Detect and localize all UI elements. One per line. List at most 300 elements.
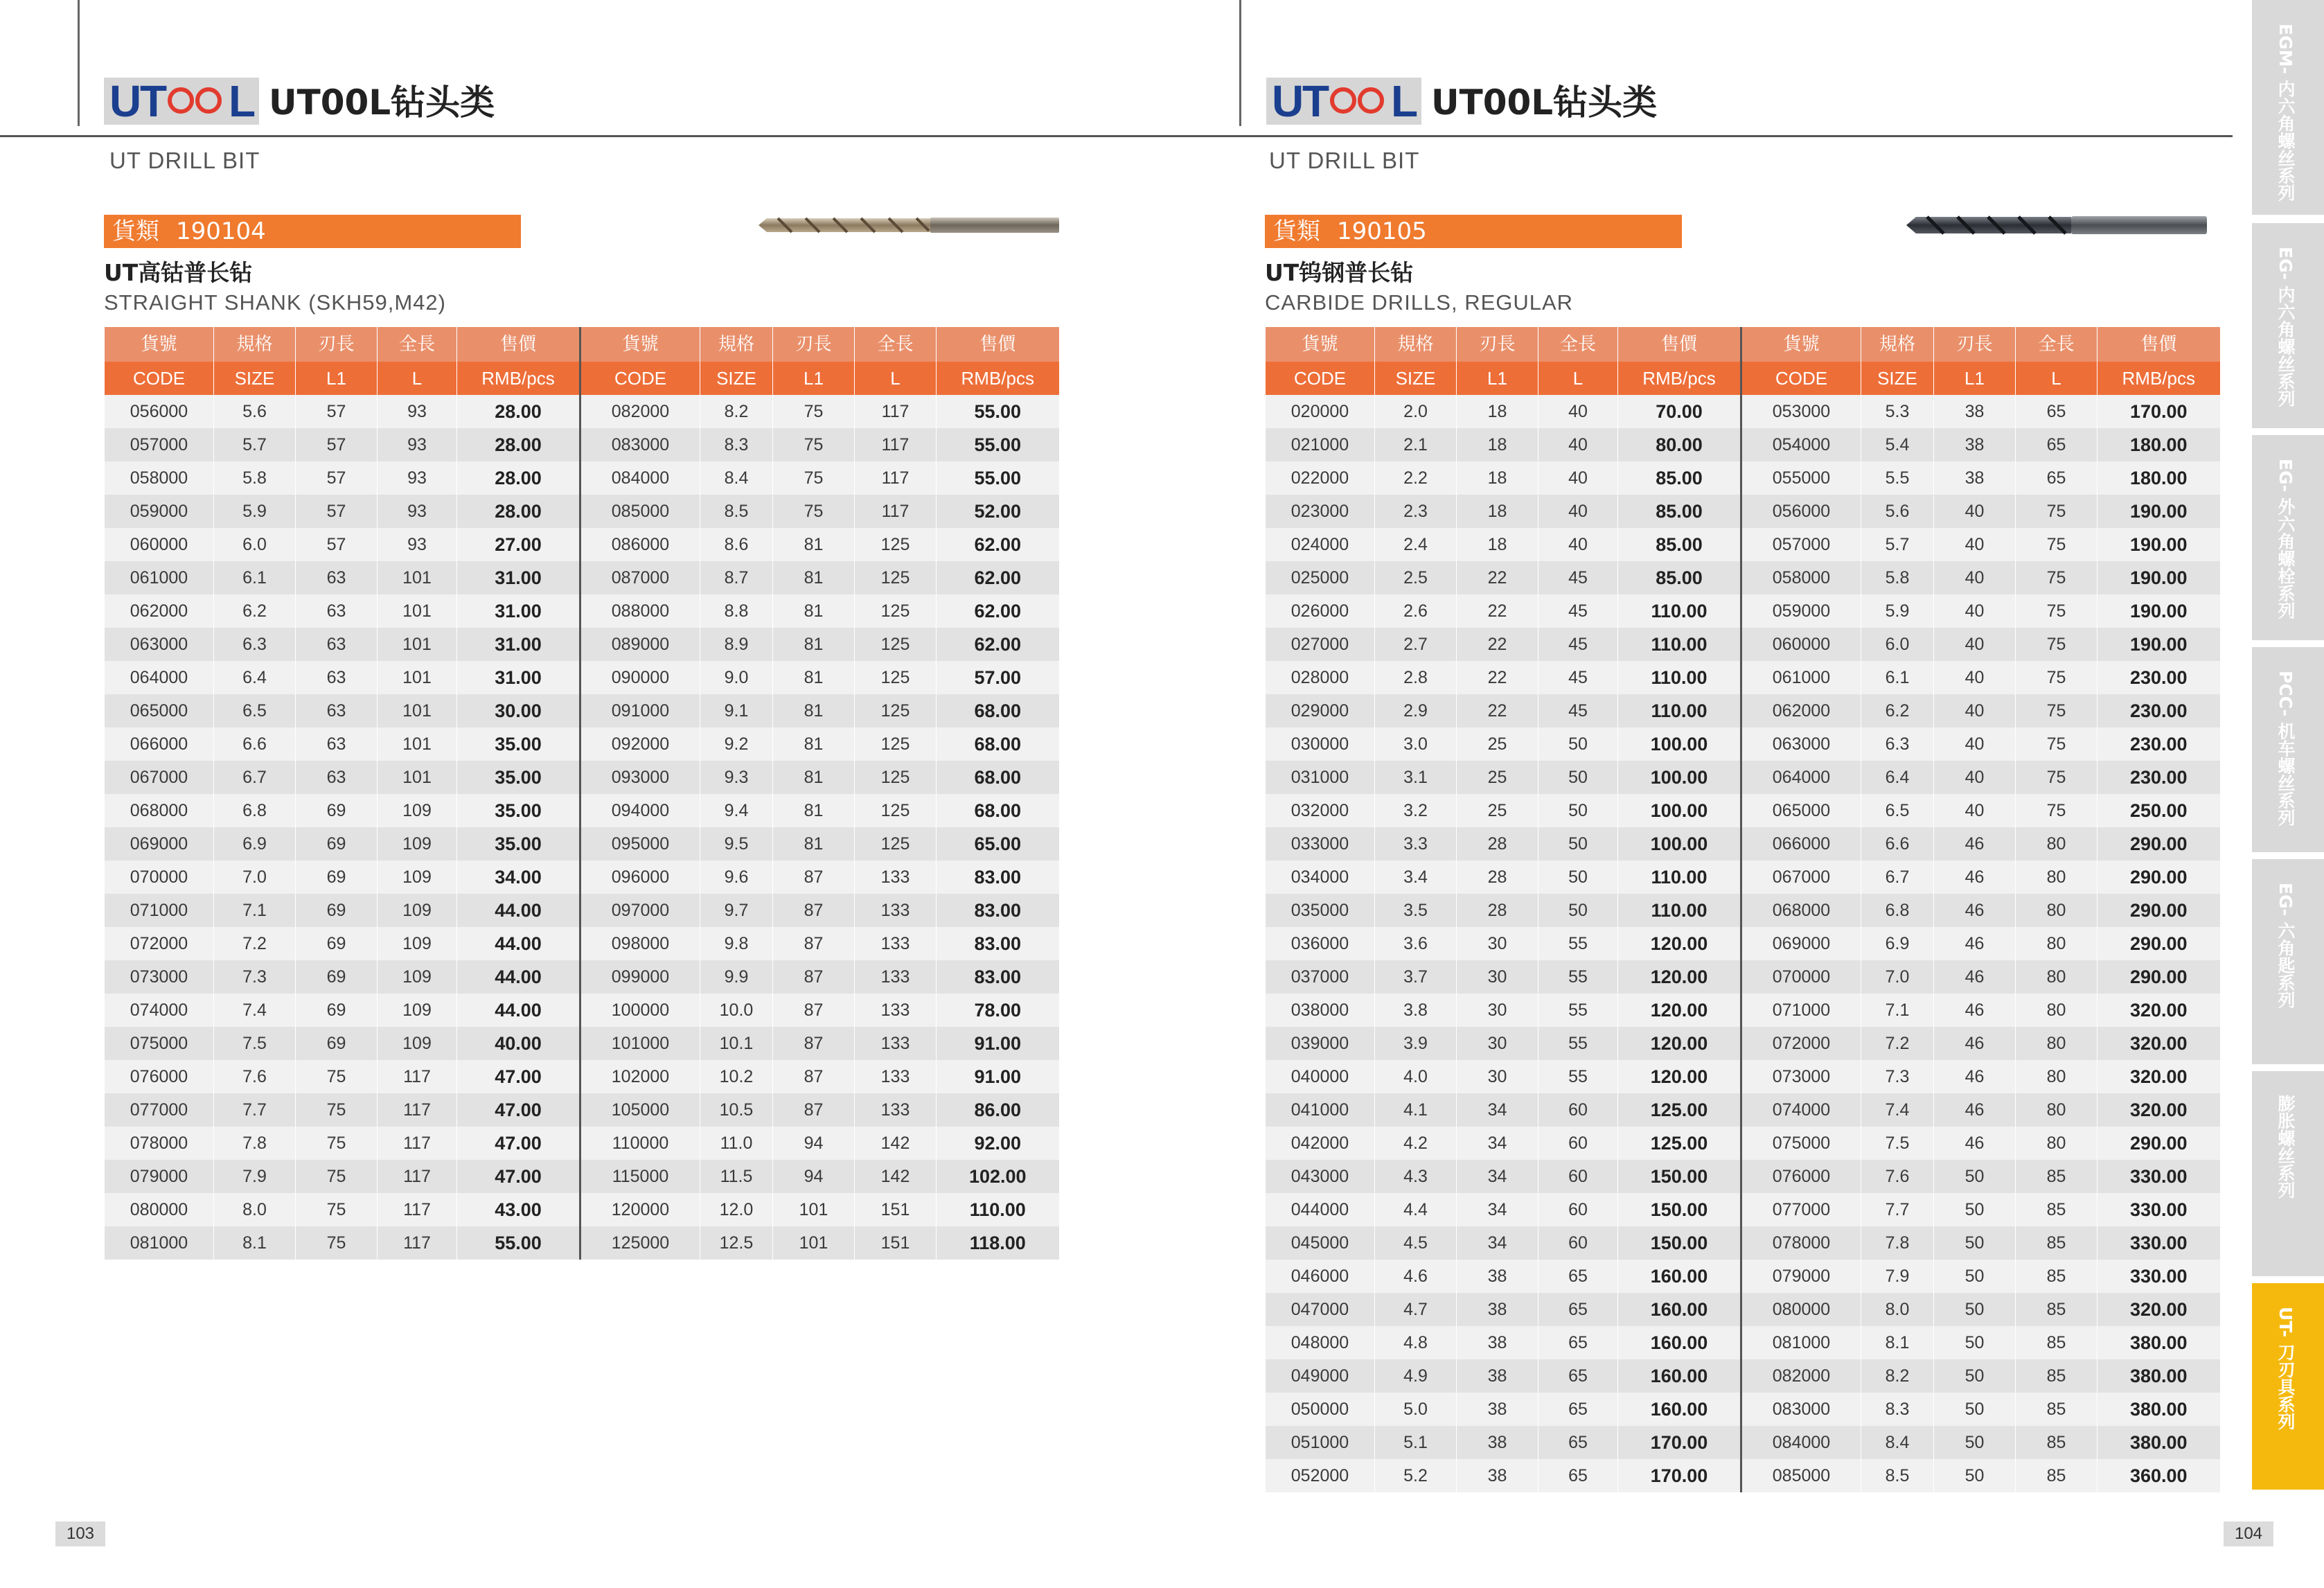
cell-price: 180.00 <box>2097 428 2220 461</box>
cell-size: 7.5 <box>214 1027 296 1060</box>
table-row <box>105 927 1059 960</box>
cell-price: 44.00 <box>457 994 580 1027</box>
cell-l: 117 <box>378 1060 457 1093</box>
cell-size: 6.2 <box>1861 694 1934 727</box>
cell-code: 083000 <box>1741 1393 1861 1426</box>
cell-size: 8.9 <box>700 628 773 661</box>
price-table <box>104 327 1059 1260</box>
cell-l1: 40 <box>1934 495 2016 528</box>
cell-size: 6.5 <box>1861 794 1934 827</box>
section-tab-label: 膨胀螺丝系列 <box>2276 1095 2296 1199</box>
cell-code: 066000 <box>1741 827 1861 861</box>
cell-price: 110.00 <box>1618 861 1741 894</box>
cell-price: 91.00 <box>937 1027 1059 1060</box>
cell-l: 45 <box>1538 594 1618 628</box>
cell-l: 40 <box>1538 428 1618 461</box>
cell-code: 073000 <box>1741 1060 1861 1093</box>
cell-l1: 87 <box>773 960 855 994</box>
table-row <box>1266 428 2220 461</box>
cell-l: L <box>855 362 937 395</box>
cell-l: 85 <box>2016 1193 2097 1226</box>
cell-size: 5.7 <box>1861 528 1934 561</box>
table-row <box>105 461 1059 495</box>
cell-size: 5.1 <box>1375 1426 1457 1459</box>
cell-l: 75 <box>2016 661 2097 694</box>
cell-l: 75 <box>2016 528 2097 561</box>
cell-l: 133 <box>855 1093 937 1127</box>
cell-price: 47.00 <box>457 1160 580 1193</box>
cell-price: 100.00 <box>1618 827 1741 861</box>
cell-l1: 40 <box>1934 594 2016 628</box>
cell-code: 059000 <box>1741 594 1861 628</box>
cell-l: 80 <box>2016 894 2097 927</box>
section-tab[interactable] <box>2252 859 2324 1064</box>
cell-l: 55 <box>1538 994 1618 1027</box>
cell-code: 058000 <box>105 461 214 495</box>
cell-l: 全長 <box>2016 327 2097 362</box>
cell-price: 110.00 <box>937 1193 1059 1226</box>
section-tab[interactable] <box>2252 1071 2324 1276</box>
cell-price: 34.00 <box>457 861 580 894</box>
cell-size: 3.4 <box>1375 861 1457 894</box>
table-row <box>1266 1060 2220 1093</box>
cell-size: 2.1 <box>1375 428 1457 461</box>
table-row <box>1266 727 2220 761</box>
cell-l: 80 <box>2016 1127 2097 1160</box>
table-row <box>105 960 1059 994</box>
table-row <box>1266 561 2220 594</box>
cell-l1: 50 <box>1934 1359 2016 1393</box>
cell-price: 330.00 <box>2097 1226 2220 1260</box>
cell-size: 3.3 <box>1375 827 1457 861</box>
cell-l1: 50 <box>1934 1393 2016 1426</box>
cell-l: 55 <box>1538 927 1618 960</box>
cell-price: 31.00 <box>457 594 580 628</box>
cell-code: 077000 <box>105 1093 214 1127</box>
cell-l: 85 <box>2016 1426 2097 1459</box>
cell-size: 8.4 <box>1861 1426 1934 1459</box>
cell-l1: L1 <box>1934 362 2016 395</box>
cell-size: 7.7 <box>214 1093 296 1127</box>
cell-code: 025000 <box>1266 561 1375 594</box>
cell-code: 056000 <box>1741 495 1861 528</box>
cell-code: 062000 <box>1741 694 1861 727</box>
cell-price: 91.00 <box>937 1060 1059 1093</box>
section-tab[interactable] <box>2252 0 2324 215</box>
header-rule <box>1239 135 2233 137</box>
cell-l: 133 <box>855 1027 937 1060</box>
cell-price: 55.00 <box>937 461 1059 495</box>
cell-size: 9.2 <box>700 727 773 761</box>
cell-price: 190.00 <box>2097 528 2220 561</box>
cell-code: 貨號 <box>1741 327 1861 362</box>
cell-l1: 50 <box>1934 1226 2016 1260</box>
table-row <box>1266 1260 2220 1293</box>
cell-l1: 18 <box>1457 461 1538 495</box>
header-row-en <box>1266 362 2220 395</box>
cell-code: 088000 <box>580 594 700 628</box>
cell-price: RMB/pcs <box>1618 362 1741 395</box>
cell-l: 65 <box>1538 1326 1618 1359</box>
cell-l1: 69 <box>296 861 378 894</box>
cell-price: 320.00 <box>2097 1093 2220 1127</box>
cell-code: 064000 <box>1741 761 1861 794</box>
cell-size: 7.8 <box>214 1127 296 1160</box>
cell-code: 099000 <box>580 960 700 994</box>
cell-l1: 57 <box>296 395 378 428</box>
drill-bit-image <box>757 208 1062 242</box>
cell-code: 032000 <box>1266 794 1375 827</box>
cell-l1: L1 <box>296 362 378 395</box>
category-bar <box>1265 215 1682 248</box>
cell-code: 070000 <box>1741 960 1861 994</box>
cell-size: 5.5 <box>1861 461 1934 495</box>
cell-price: 52.00 <box>937 495 1059 528</box>
cell-price: 83.00 <box>937 894 1059 927</box>
cell-size: 2.4 <box>1375 528 1457 561</box>
cell-code: 094000 <box>580 794 700 827</box>
cell-price: 86.00 <box>937 1093 1059 1127</box>
cell-price: 170.00 <box>1618 1459 1741 1492</box>
cell-code: 044000 <box>1266 1193 1375 1226</box>
cell-size: 8.1 <box>1861 1326 1934 1359</box>
cell-l: 60 <box>1538 1226 1618 1260</box>
table-row <box>1266 1359 2220 1393</box>
cell-price: 80.00 <box>1618 428 1741 461</box>
cell-code: 093000 <box>580 761 700 794</box>
cell-l1: 57 <box>296 528 378 561</box>
cell-size: 6.9 <box>1861 927 1934 960</box>
cell-code: 084000 <box>580 461 700 495</box>
cell-size: 9.9 <box>700 960 773 994</box>
cell-price: 68.00 <box>937 761 1059 794</box>
cell-l1: 38 <box>1457 1459 1538 1492</box>
cell-code: 071000 <box>1741 994 1861 1027</box>
cell-l1: 75 <box>773 395 855 428</box>
cell-l1: 28 <box>1457 861 1538 894</box>
cell-price: 190.00 <box>2097 628 2220 661</box>
cell-l: 117 <box>378 1160 457 1193</box>
cell-size: 12.0 <box>700 1193 773 1226</box>
cell-l1: 69 <box>296 927 378 960</box>
cell-l1: 81 <box>773 628 855 661</box>
cell-l1: 94 <box>773 1127 855 1160</box>
cell-price: 190.00 <box>2097 594 2220 628</box>
cell-size: 8.5 <box>700 495 773 528</box>
cell-code: 027000 <box>1266 628 1375 661</box>
cell-price: 150.00 <box>1618 1193 1741 1226</box>
cell-code: 054000 <box>1741 428 1861 461</box>
cell-size: 5.6 <box>1861 495 1934 528</box>
table-row <box>1266 495 2220 528</box>
table-row <box>1266 1160 2220 1193</box>
cell-size: 8.5 <box>1861 1459 1934 1492</box>
cell-l1: 50 <box>1934 1260 2016 1293</box>
section-tab-label: EG- 六角匙系列 <box>2276 883 2296 1009</box>
cell-price: 62.00 <box>937 528 1059 561</box>
cell-l: 85 <box>2016 1393 2097 1426</box>
cell-l: 133 <box>855 1060 937 1093</box>
cell-size: 3.6 <box>1375 927 1457 960</box>
cell-size: 8.1 <box>214 1226 296 1260</box>
cell-l: 142 <box>855 1127 937 1160</box>
cell-code: 050000 <box>1266 1393 1375 1426</box>
cell-l: 80 <box>2016 960 2097 994</box>
cell-price: 180.00 <box>2097 461 2220 495</box>
cell-l1: 46 <box>1934 960 2016 994</box>
table-row <box>1266 960 2220 994</box>
cell-l1: 40 <box>1934 761 2016 794</box>
cell-size: 5.4 <box>1861 428 1934 461</box>
table-row <box>1266 1127 2220 1160</box>
cell-l: 151 <box>855 1193 937 1226</box>
cell-code: 057000 <box>105 428 214 461</box>
cell-l1: 28 <box>1457 827 1538 861</box>
cell-price: 160.00 <box>1618 1326 1741 1359</box>
cell-size: 6.4 <box>214 661 296 694</box>
cell-l1: 63 <box>296 727 378 761</box>
cell-l: 65 <box>1538 1393 1618 1426</box>
cell-l1: 81 <box>773 661 855 694</box>
cell-l: 109 <box>378 927 457 960</box>
cell-price: 110.00 <box>1618 628 1741 661</box>
cell-price: 160.00 <box>1618 1393 1741 1426</box>
cell-size: 3.7 <box>1375 960 1457 994</box>
cell-code: 083000 <box>580 428 700 461</box>
cell-code: 075000 <box>1741 1127 1861 1160</box>
cell-code: 045000 <box>1266 1226 1375 1260</box>
product-description: STRAIGHT SHANK (SKH59,M42) <box>104 290 446 315</box>
cell-size: 6.2 <box>214 594 296 628</box>
cell-l1: 刃長 <box>773 327 855 362</box>
cell-l1: 87 <box>773 994 855 1027</box>
table-row <box>105 594 1059 628</box>
cell-code: 069000 <box>1741 927 1861 960</box>
table-row <box>105 827 1059 861</box>
cell-price: 44.00 <box>457 927 580 960</box>
cell-l1: 46 <box>1934 1127 2016 1160</box>
cell-code: 076000 <box>105 1060 214 1093</box>
cell-size: 7.4 <box>1861 1093 1934 1127</box>
table-row <box>1266 1293 2220 1326</box>
cell-l1: 38 <box>1934 428 2016 461</box>
cell-l: 65 <box>1538 1459 1618 1492</box>
table-row <box>105 994 1059 1027</box>
cell-price: 35.00 <box>457 827 580 861</box>
cell-code: 028000 <box>1266 661 1375 694</box>
cell-size: 6.1 <box>214 561 296 594</box>
cell-size: 3.1 <box>1375 761 1457 794</box>
cell-size: 6.3 <box>214 628 296 661</box>
cell-l: 85 <box>2016 1226 2097 1260</box>
cell-size: 7.1 <box>214 894 296 927</box>
cell-price: 83.00 <box>937 927 1059 960</box>
cell-code: 098000 <box>580 927 700 960</box>
table-row <box>1266 827 2220 861</box>
cell-l: 75 <box>2016 495 2097 528</box>
page-number: 103 <box>55 1521 105 1546</box>
section-tab[interactable] <box>2252 223 2324 428</box>
section-tab[interactable] <box>2252 647 2324 852</box>
page-subtitle: UT DRILL BIT <box>1269 148 1420 173</box>
cell-code: 078000 <box>1741 1226 1861 1260</box>
cell-price: 190.00 <box>2097 561 2220 594</box>
table-row <box>1266 661 2220 694</box>
cell-size: 6.3 <box>1861 727 1934 761</box>
cell-l1: 81 <box>773 761 855 794</box>
cell-size: 5.9 <box>214 495 296 528</box>
cell-code: 046000 <box>1266 1260 1375 1293</box>
cell-l1: 40 <box>1934 628 2016 661</box>
cell-price: 57.00 <box>937 661 1059 694</box>
table-row <box>1266 761 2220 794</box>
cell-l: 125 <box>855 727 937 761</box>
cell-size: 規格 <box>214 327 296 362</box>
cell-code: 115000 <box>580 1160 700 1193</box>
cell-size: 6.9 <box>214 827 296 861</box>
cell-l1: 81 <box>773 528 855 561</box>
cell-l: 80 <box>2016 994 2097 1027</box>
cell-size: 2.5 <box>1375 561 1457 594</box>
cell-l: 93 <box>378 495 457 528</box>
table-row <box>1266 927 2220 960</box>
cell-l: 45 <box>1538 561 1618 594</box>
cell-l: 60 <box>1538 1193 1618 1226</box>
cell-size: 4.8 <box>1375 1326 1457 1359</box>
cell-l: 85 <box>2016 1293 2097 1326</box>
cell-code: 068000 <box>1741 894 1861 927</box>
page-number: 104 <box>2224 1521 2273 1546</box>
cell-size: 6.6 <box>1861 827 1934 861</box>
cell-code: 092000 <box>580 727 700 761</box>
cell-l1: 75 <box>773 495 855 528</box>
cell-size: 3.2 <box>1375 794 1457 827</box>
cell-l: 45 <box>1538 661 1618 694</box>
cell-code: 036000 <box>1266 927 1375 960</box>
table-row <box>1266 1393 2220 1426</box>
cell-code: 030000 <box>1266 727 1375 761</box>
cell-size: 2.9 <box>1375 694 1457 727</box>
cell-l1: 50 <box>1934 1160 2016 1193</box>
cell-l: 65 <box>2016 395 2097 428</box>
cell-l1: 25 <box>1457 761 1538 794</box>
cell-l: 全長 <box>855 327 937 362</box>
cell-l: 80 <box>2016 1060 2097 1093</box>
cell-l1: 69 <box>296 794 378 827</box>
cell-price: 320.00 <box>2097 1027 2220 1060</box>
cell-size: 2.8 <box>1375 661 1457 694</box>
section-tab[interactable] <box>2252 1283 2324 1490</box>
cell-l1: 69 <box>296 827 378 861</box>
cell-code: 067000 <box>105 761 214 794</box>
cell-l: 117 <box>855 461 937 495</box>
cell-code: 064000 <box>105 661 214 694</box>
cell-code: 074000 <box>1741 1093 1861 1127</box>
cell-size: 8.0 <box>1861 1293 1934 1326</box>
cell-size: 9.6 <box>700 861 773 894</box>
cell-price: 100.00 <box>1618 794 1741 827</box>
cell-code: 061000 <box>105 561 214 594</box>
cell-l1: 75 <box>773 461 855 495</box>
cell-price: RMB/pcs <box>2097 362 2220 395</box>
cell-l1: 38 <box>1457 1260 1538 1293</box>
cell-price: 150.00 <box>1618 1226 1741 1260</box>
cell-l1: 18 <box>1457 495 1538 528</box>
cell-l: 117 <box>855 495 937 528</box>
section-tab[interactable] <box>2252 435 2324 640</box>
cell-price: 62.00 <box>937 628 1059 661</box>
cell-size: 7.4 <box>214 994 296 1027</box>
table-row <box>1266 1027 2220 1060</box>
cell-l1: 63 <box>296 694 378 727</box>
cell-price: 150.00 <box>1618 1160 1741 1193</box>
cell-price: 68.00 <box>937 794 1059 827</box>
cell-price: 47.00 <box>457 1127 580 1160</box>
cell-l: 65 <box>1538 1359 1618 1393</box>
cell-size: 10.5 <box>700 1093 773 1127</box>
table-row <box>105 761 1059 794</box>
cell-code: 035000 <box>1266 894 1375 927</box>
cell-code: 080000 <box>1741 1293 1861 1326</box>
cell-l1: 18 <box>1457 528 1538 561</box>
cell-price: 160.00 <box>1618 1260 1741 1293</box>
cell-l1: 22 <box>1457 594 1538 628</box>
cell-size: 5.8 <box>1861 561 1934 594</box>
cell-l1: 刃長 <box>1457 327 1538 362</box>
table-row <box>1266 794 2220 827</box>
cell-code: 024000 <box>1266 528 1375 561</box>
cell-price: 250.00 <box>2097 794 2220 827</box>
cell-l: 65 <box>1538 1260 1618 1293</box>
cell-code: 061000 <box>1741 661 1861 694</box>
cell-price: 92.00 <box>937 1127 1059 1160</box>
cell-l: 133 <box>855 861 937 894</box>
cell-l1: 94 <box>773 1160 855 1193</box>
cell-code: 077000 <box>1741 1193 1861 1226</box>
cell-size: 7.2 <box>214 927 296 960</box>
cell-price: 320.00 <box>2097 1060 2220 1093</box>
table-row <box>105 894 1059 927</box>
cell-code: 023000 <box>1266 495 1375 528</box>
utool-logo: U T L <box>1266 78 1421 125</box>
table-row <box>105 661 1059 694</box>
cell-l: 80 <box>2016 927 2097 960</box>
cell-code: 034000 <box>1266 861 1375 894</box>
cell-size: 8.6 <box>700 528 773 561</box>
cell-price: RMB/pcs <box>937 362 1059 395</box>
cell-code: 085000 <box>580 495 700 528</box>
page-title: UT00L钻头类 <box>1431 82 1658 123</box>
cell-size: 2.6 <box>1375 594 1457 628</box>
cell-size: 8.8 <box>700 594 773 628</box>
table-row <box>1266 1226 2220 1260</box>
cell-l1: 38 <box>1457 1393 1538 1426</box>
cell-l1: 18 <box>1457 395 1538 428</box>
cell-l1: L1 <box>773 362 855 395</box>
cell-code: 091000 <box>580 694 700 727</box>
table-row <box>1266 694 2220 727</box>
cell-l1: 30 <box>1457 1027 1538 1060</box>
cell-l1: 38 <box>1457 1359 1538 1393</box>
cell-l: 117 <box>378 1127 457 1160</box>
cell-code: 081000 <box>1741 1326 1861 1359</box>
cell-l1: 22 <box>1457 694 1538 727</box>
cell-l1: 63 <box>296 561 378 594</box>
cell-l1: 87 <box>773 861 855 894</box>
cell-code: CODE <box>105 362 214 395</box>
cell-size: 4.5 <box>1375 1226 1457 1260</box>
cell-size: 4.1 <box>1375 1093 1457 1127</box>
